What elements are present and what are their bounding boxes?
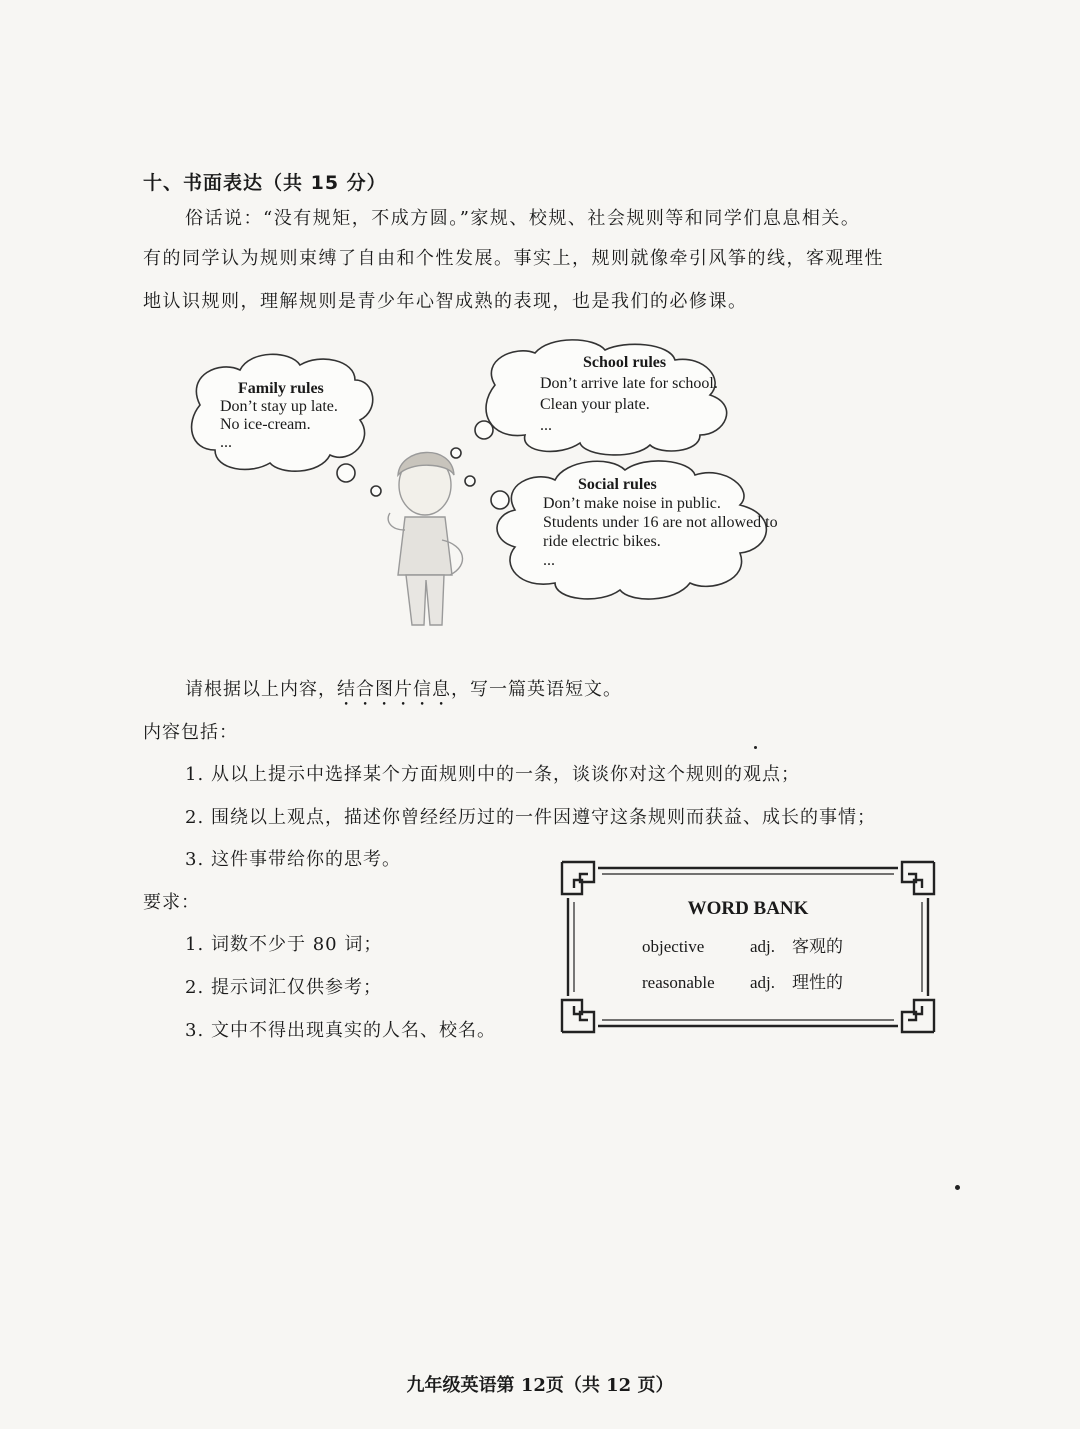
word-bank-entry: [642, 932, 843, 957]
word-bank-title: WORD BANK: [687, 898, 809, 919]
requirement-item: [185, 930, 382, 956]
task-prompt: [185, 675, 622, 710]
school-rule-item: Clean your plate.: [540, 396, 650, 413]
requirement-item-text: 提示词汇仅供参考；: [211, 977, 382, 998]
content-item: [185, 845, 401, 871]
requirements-label: 要求：: [143, 892, 200, 913]
content-item: [185, 803, 876, 829]
requirement-item: [185, 973, 382, 999]
page-footer: 九年级英语第 12页（共 12 页）: [406, 1375, 674, 1396]
requirement-item-number: 2.: [185, 977, 205, 998]
content-item-number: 2.: [185, 807, 205, 828]
requirement-item-number: 3.: [185, 1020, 205, 1041]
content-item-text: 从以上提示中选择某个方面规则中的一条，谈谈你对这个规则的观点；: [211, 764, 800, 785]
girl-figure: [388, 452, 462, 625]
school-rule-item: Don’t arrive late for school.: [540, 375, 718, 392]
word-bank-pos: adj.: [750, 973, 776, 992]
requirement-item-text: 词数不少于 80 词；: [211, 934, 383, 955]
intro-line-2: 有的同学认为规则束缚了自由和个性发展。事实上，规则就像牵引风筝的线，客观理性: [143, 248, 884, 269]
intro-line-3: 地认识规则，理解规则是青少年心智成熟的表现，也是我们的必修课。: [143, 291, 748, 312]
school-rules-text: [540, 352, 718, 436]
requirement-item: [185, 1016, 496, 1042]
social-rule-item: Students under 16 are not allowed to: [543, 514, 778, 531]
requirement-item-number: 1.: [185, 934, 205, 955]
word-bank-meaning: 理性的: [792, 973, 843, 992]
family-rules-text: [220, 380, 338, 452]
intro-line-1: 俗话说：“没有规矩，不成方圆。”家规、校规、社会规则等和同学们息息相关。: [185, 208, 861, 229]
task-prompt-emphasis: 结合图片信息: [337, 679, 451, 700]
scan-speck: [955, 1185, 960, 1190]
content-item-number: 3.: [185, 849, 205, 870]
family-rule-item: Don’t stay up late.: [220, 398, 338, 415]
content-item: [185, 760, 800, 786]
content-label: 内容包括：: [143, 722, 238, 743]
content-item-text: 围绕以上观点，描述你曾经经历过的一件因遵守这条规则而获益、成长的事情；: [211, 807, 876, 828]
word-bank-entry: [642, 968, 843, 993]
social-rules-title: Social rules: [578, 476, 657, 493]
family-rule-item: No ice-cream.: [220, 416, 311, 433]
section-title: 十、书面表达（共 15 分）: [143, 172, 387, 194]
content-item-number: 1.: [185, 764, 205, 785]
word-bank-pos: adj.: [750, 937, 776, 956]
content-item-text: 这件事带给你的思考。: [211, 849, 401, 870]
scan-speck: [754, 746, 757, 749]
task-prompt-before: 请根据以上内容，: [185, 679, 337, 700]
word-bank-word: reasonable: [642, 973, 715, 992]
school-rules-title: School rules: [583, 354, 667, 371]
social-rule-item: ...: [543, 552, 555, 569]
social-rule-item: ride electric bikes.: [543, 533, 661, 550]
school-rule-item: ...: [540, 417, 552, 434]
social-rule-item: Don’t make noise in public.: [543, 495, 721, 512]
word-bank-box: [558, 858, 938, 1036]
requirement-item-text: 文中不得出现真实的人名、校名。: [211, 1020, 496, 1041]
social-rules-text: [543, 475, 778, 570]
task-prompt-after: ，写一篇英语短文。: [451, 679, 622, 700]
family-rules-title: Family rules: [238, 380, 324, 397]
word-bank-meaning: 客观的: [792, 937, 843, 956]
word-bank-word: objective: [642, 937, 705, 956]
rules-illustration: [180, 335, 820, 645]
family-rule-item: ...: [220, 434, 232, 451]
